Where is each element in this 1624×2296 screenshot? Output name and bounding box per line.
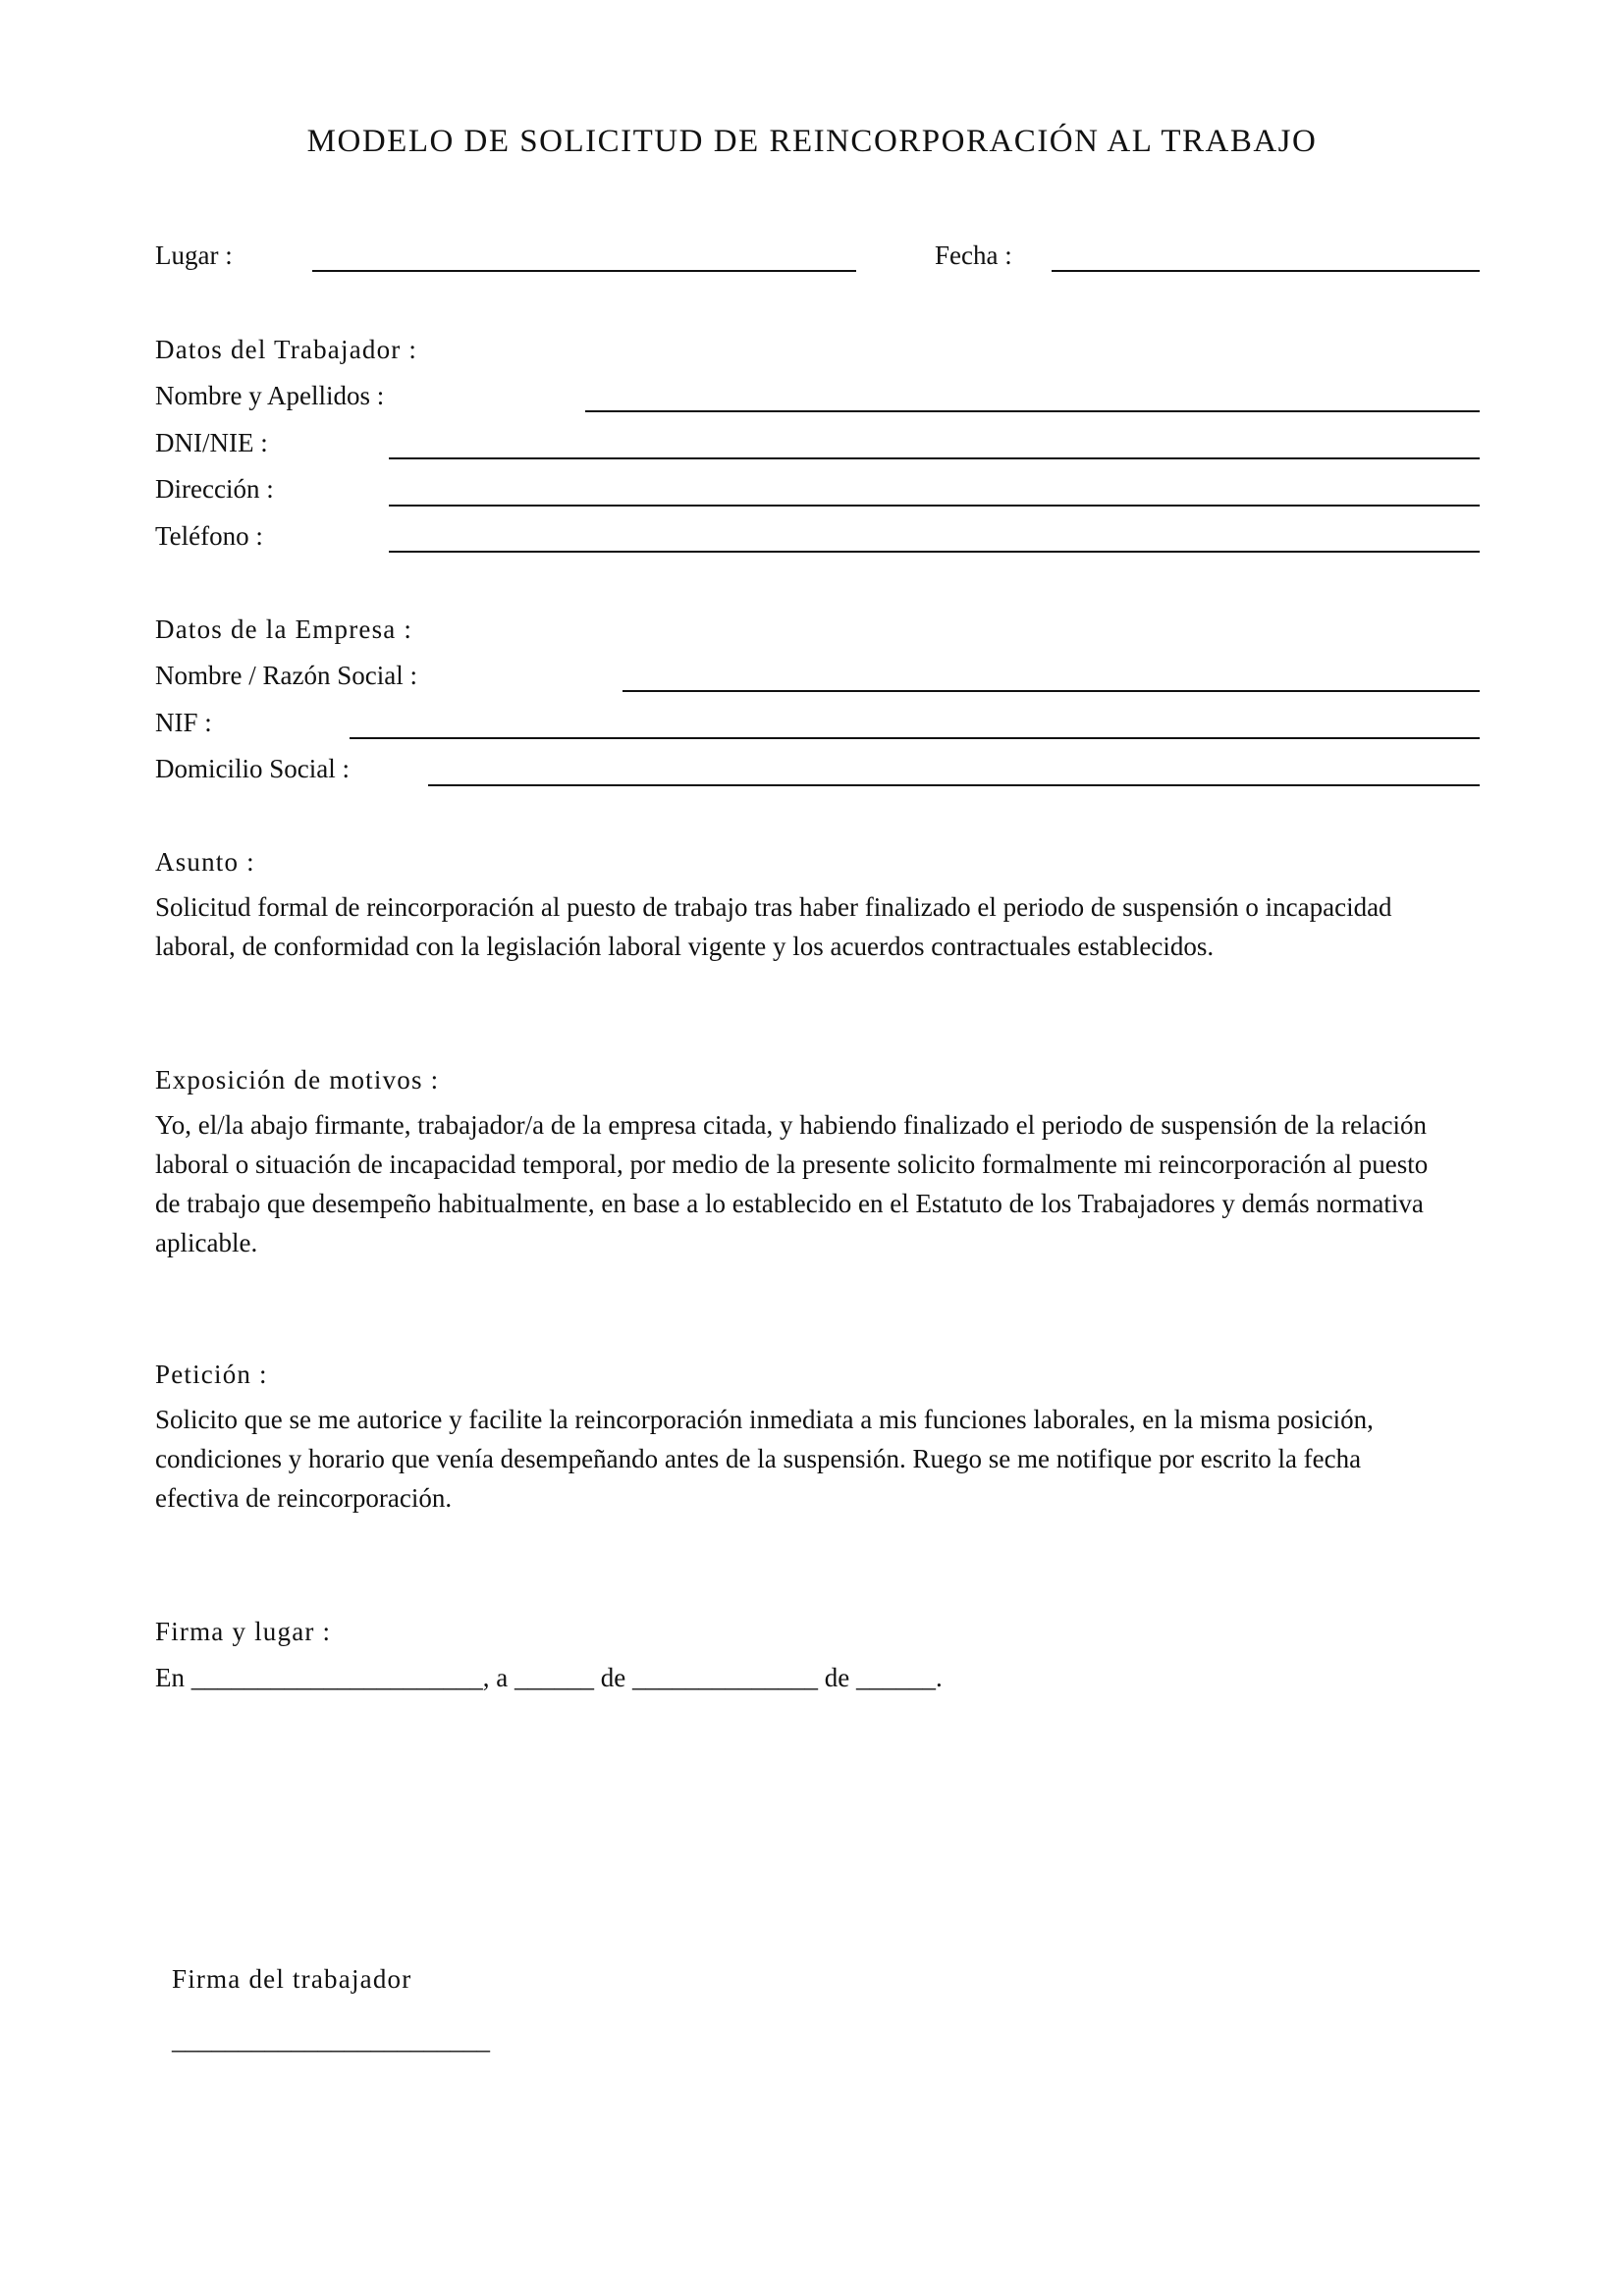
- peticion-text: [155, 1400, 1481, 1518]
- nif-label: NIF :: [155, 708, 212, 737]
- nif-field[interactable]: [350, 737, 1480, 739]
- motivos-line: de trabajo que desempeño habitualmente, en base a lo establecido en el Estatuto de los Trabajadores y demás normativa: [155, 1189, 1424, 1218]
- telefono-field[interactable]: [389, 551, 1480, 553]
- firma-lugar-line[interactable]: En ______________________, a ______ de ______________ de ______.: [155, 1663, 943, 1692]
- trabajador-heading: Datos del Trabajador :: [155, 335, 418, 364]
- nombre-apellidos-field[interactable]: [585, 410, 1480, 412]
- firma-trabajador-line[interactable]: ________________________: [172, 2025, 490, 2055]
- domicilio-field[interactable]: [428, 784, 1480, 786]
- asunto-heading: Asunto :: [155, 847, 255, 877]
- lugar-label: Lugar :: [155, 240, 233, 270]
- peticion-heading: Petición :: [155, 1360, 268, 1389]
- fecha-label: Fecha :: [935, 240, 1012, 270]
- fecha-field[interactable]: [1052, 270, 1480, 272]
- motivos-text: [155, 1105, 1481, 1262]
- peticion-line: condiciones y horario que venía desempeñando antes de la suspensión. Ruego se me notifique por escrito la fecha: [155, 1444, 1362, 1473]
- asunto-line: Solicitud formal de reincorporación al puesto de trabajo tras haber finalizado el periodo de suspensión o incapacidad: [155, 892, 1392, 922]
- nombre-apellidos-label: Nombre y Apellidos :: [155, 381, 385, 410]
- motivos-heading: Exposición de motivos :: [155, 1065, 440, 1095]
- motivos-line: laboral o situación de incapacidad temporal, por medio de la presente solicito formalmente mi reincorporación al puesto: [155, 1149, 1429, 1179]
- asunto-line: laboral, de conformidad con la legislación laboral vigente y los acuerdos contractuales establecidos.: [155, 932, 1215, 961]
- asunto-text: [155, 887, 1481, 966]
- motivos-line: aplicable.: [155, 1228, 258, 1257]
- direccion-label: Dirección :: [155, 474, 274, 504]
- razon-social-field[interactable]: [623, 690, 1480, 692]
- motivos-line: Yo, el/la abajo firmante, trabajador/a de la empresa citada, y habiendo finalizado el periodo de suspensión de la relación: [155, 1110, 1428, 1140]
- empresa-heading: Datos de la Empresa :: [155, 614, 413, 644]
- peticion-line: efectiva de reincorporación.: [155, 1483, 453, 1513]
- lugar-field[interactable]: [312, 270, 856, 272]
- dni-field[interactable]: [389, 457, 1480, 459]
- document-title: MODELO DE SOLICITUD DE REINCORPORACIÓN AL TRABAJO: [306, 124, 1318, 159]
- peticion-line: Solicito que se me autorice y facilite la reincorporación inmediata a mis funciones laborales, en la misma posición,: [155, 1405, 1374, 1434]
- firma-lugar-heading: Firma y lugar :: [155, 1617, 332, 1646]
- direccion-field[interactable]: [389, 505, 1480, 507]
- dni-label: DNI/NIE :: [155, 428, 268, 457]
- razon-social-label: Nombre / Razón Social :: [155, 661, 417, 690]
- telefono-label: Teléfono :: [155, 521, 263, 551]
- domicilio-label: Domicilio Social :: [155, 754, 350, 783]
- firma-trabajador-label: Firma del trabajador: [172, 1964, 412, 1994]
